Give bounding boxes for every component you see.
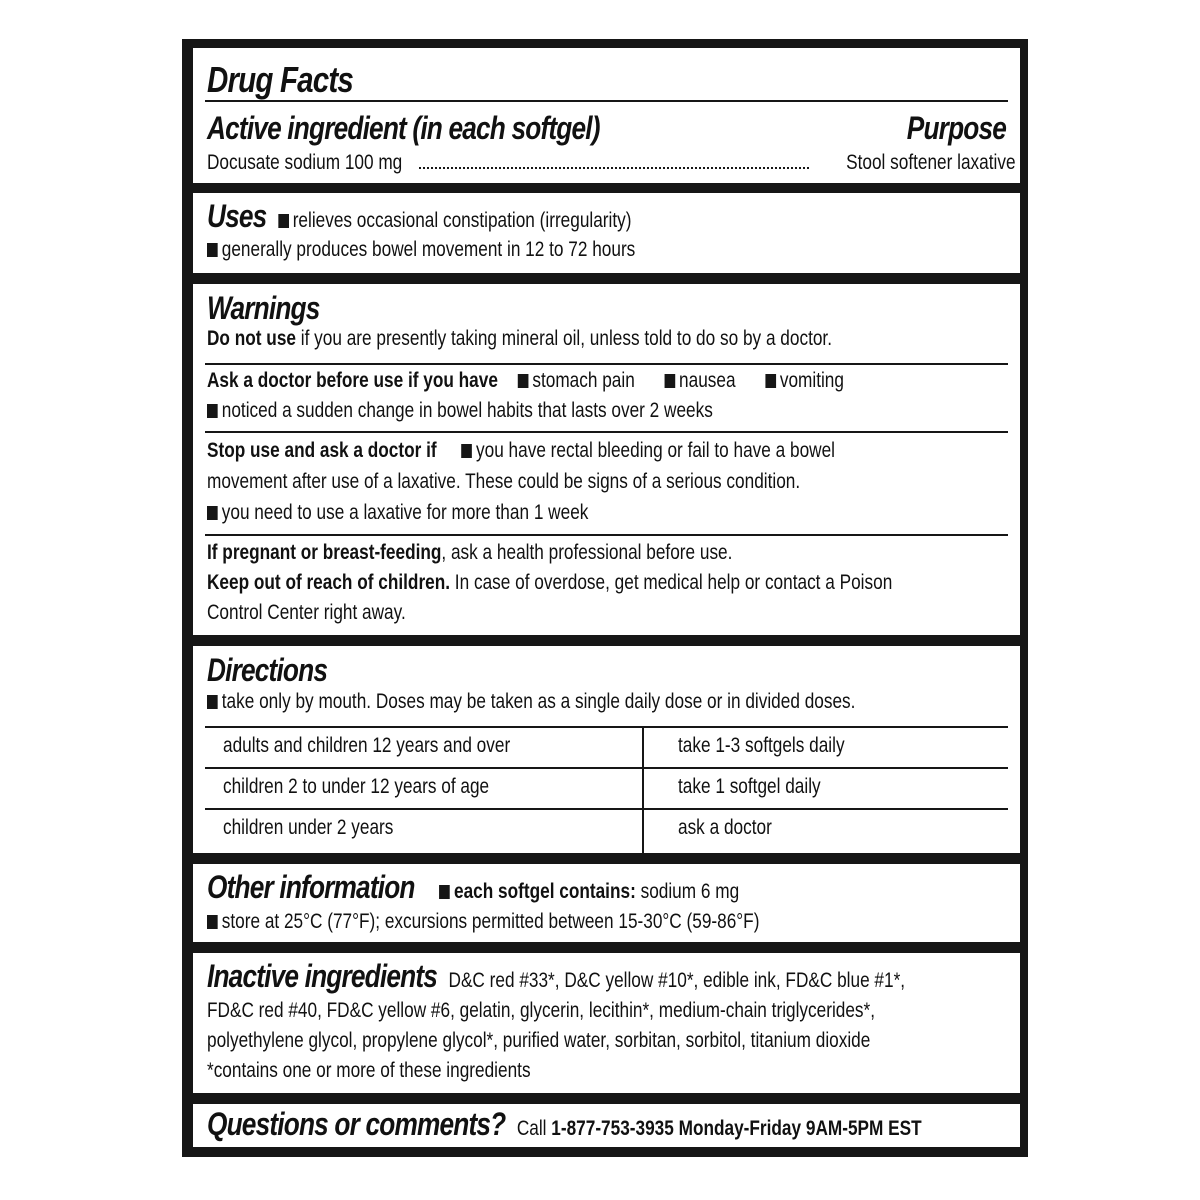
inactive-ingredients-section [193, 953, 1020, 1093]
ask-doctor-item: noticed a sudden change in bowel habits that lasts over 2 weeks [221, 399, 713, 422]
divider [205, 100, 1008, 102]
table-top-border [205, 726, 1008, 728]
inactive-ingredients-heading: Inactive ingredients [207, 958, 438, 994]
do-not-use [207, 324, 832, 354]
dose-table-dose: take 1-3 softgels daily [678, 734, 845, 757]
active-ingredient-heading: Active ingredient (in each softgel) [207, 110, 600, 146]
inactive-footnote: *contains one or more of these ingredients [207, 1059, 531, 1082]
keep-out-line-1 [207, 568, 892, 598]
uses-line-2 [207, 235, 635, 265]
storage-text: store at 25°C (77°F); excursions permitted between 15-30°C (59-86°F) [221, 910, 760, 933]
inactive-line-1 [207, 958, 906, 996]
bullet-icon [207, 695, 218, 709]
drug-facts-title: Drug Facts [207, 59, 353, 100]
dot-leader [419, 166, 809, 169]
other-info-line-1 [207, 869, 740, 907]
bullet-icon [765, 374, 776, 388]
uses-item: relieves occasional constipation (irregularity) [292, 209, 632, 232]
ask-doctor-item: nausea [679, 369, 736, 392]
other-info-line-2 [207, 907, 759, 937]
uses-heading: Uses [207, 198, 267, 234]
dose-table-group: children under 2 years [223, 816, 394, 839]
divider [205, 534, 1008, 536]
active-ingredient-row [207, 148, 1016, 178]
active-ingredient-name: Docusate sodium 100 mg [207, 151, 403, 174]
active-ingredient-section [193, 48, 1020, 183]
stop-use-label: Stop use and ask a doctor if [207, 439, 437, 462]
keep-out-label: Keep out of reach of children. [207, 571, 451, 594]
active-ingredient-purpose: Stool softener laxative [846, 151, 1016, 174]
ask-doctor-line-2 [207, 396, 713, 426]
directions-section [193, 646, 1020, 853]
softgel-contains-text: sodium 6 mg [635, 880, 740, 903]
dose-table-group: children 2 to under 12 years of age [223, 775, 490, 798]
do-not-use-text: if you are presently taking mineral oil, unless told to do so by a doctor. [295, 327, 832, 350]
bullet-icon [664, 374, 675, 388]
keep-out-text: In case of overdose, get medical help or contact a Poison [450, 571, 893, 594]
stop-use-item: you need to use a laxative for more than 1 week [221, 501, 589, 524]
table-row-divider [205, 767, 1008, 769]
pregnant-text: , ask a health professional before use. [441, 541, 733, 564]
bullet-icon [207, 243, 218, 257]
other-information-heading: Other information [207, 869, 415, 905]
do-not-use-label: Do not use [207, 327, 296, 350]
keep-out-line-2 [207, 598, 406, 628]
dose-table-group: adults and children 12 years and over [223, 734, 511, 757]
other-information-section [193, 864, 1020, 942]
softgel-contains-label: each softgel contains: [453, 880, 636, 903]
inactive-text: D&C red #33*, D&C yellow #10*, edible ink, FD&C blue #1*, [448, 969, 906, 992]
questions-section [193, 1104, 1020, 1147]
directions-intro-text: take only by mouth. Doses may be taken as a single daily dose or in divided doses. [221, 690, 856, 713]
stop-use-line-1 [207, 436, 835, 466]
uses-section [193, 193, 1020, 273]
bullet-icon [518, 374, 529, 388]
purpose-heading: Purpose [906, 110, 1006, 146]
directions-intro [207, 687, 855, 717]
uses-item: generally produces bowel movement in 12 to 72 hours [221, 238, 636, 261]
bullet-icon [207, 915, 218, 929]
ask-doctor-item: vomiting [779, 369, 844, 392]
warnings-section [193, 284, 1020, 635]
keep-out-text-continued: Control Center right away. [207, 601, 406, 624]
divider [205, 431, 1008, 433]
table-row-divider [205, 808, 1008, 810]
ask-doctor-line-1 [207, 366, 844, 396]
table-column-divider [642, 726, 644, 853]
ask-doctor-label: Ask a doctor before use if you have [207, 369, 498, 392]
ask-doctor-item: stomach pain [532, 369, 635, 392]
phone-and-hours: 1-877-753-3935 Monday-Friday 9AM-5PM EST [551, 1117, 922, 1140]
stop-use-item: you have rectal bleeding or fail to have a bowel [476, 439, 835, 462]
questions-heading: Questions or comments? [207, 1106, 506, 1142]
inactive-line-3: polyethylene glycol, propylene glycol*, purified water, sorbitan, sorbitol, titanium dioxide [207, 1029, 871, 1052]
dose-table-dose: take 1 softgel daily [678, 775, 821, 798]
drug-facts-panel [182, 39, 1028, 1157]
stop-use-line-2 [207, 467, 800, 497]
stop-use-item-continued: movement after use of a laxative. These could be signs of a serious condition. [207, 470, 801, 493]
pregnant-warning [207, 538, 732, 568]
questions-line [207, 1106, 922, 1144]
directions-heading: Directions [207, 652, 328, 688]
bullet-icon [461, 444, 472, 458]
uses-line-1 [207, 198, 632, 236]
dose-table-dose: ask a doctor [678, 816, 772, 839]
pregnant-label: If pregnant or breast-feeding [207, 541, 442, 564]
inactive-line-2: FD&C red #40, FD&C yellow #6, gelatin, glycerin, lecithin*, medium-chain triglycerides*, [207, 999, 876, 1022]
call-prefix: Call [516, 1117, 552, 1140]
bullet-icon [207, 506, 218, 520]
bullet-icon [278, 214, 289, 228]
divider [205, 363, 1008, 365]
warnings-heading: Warnings [207, 290, 320, 326]
stop-use-line-3 [207, 498, 588, 528]
bullet-icon [439, 885, 450, 899]
bullet-icon [207, 404, 218, 418]
